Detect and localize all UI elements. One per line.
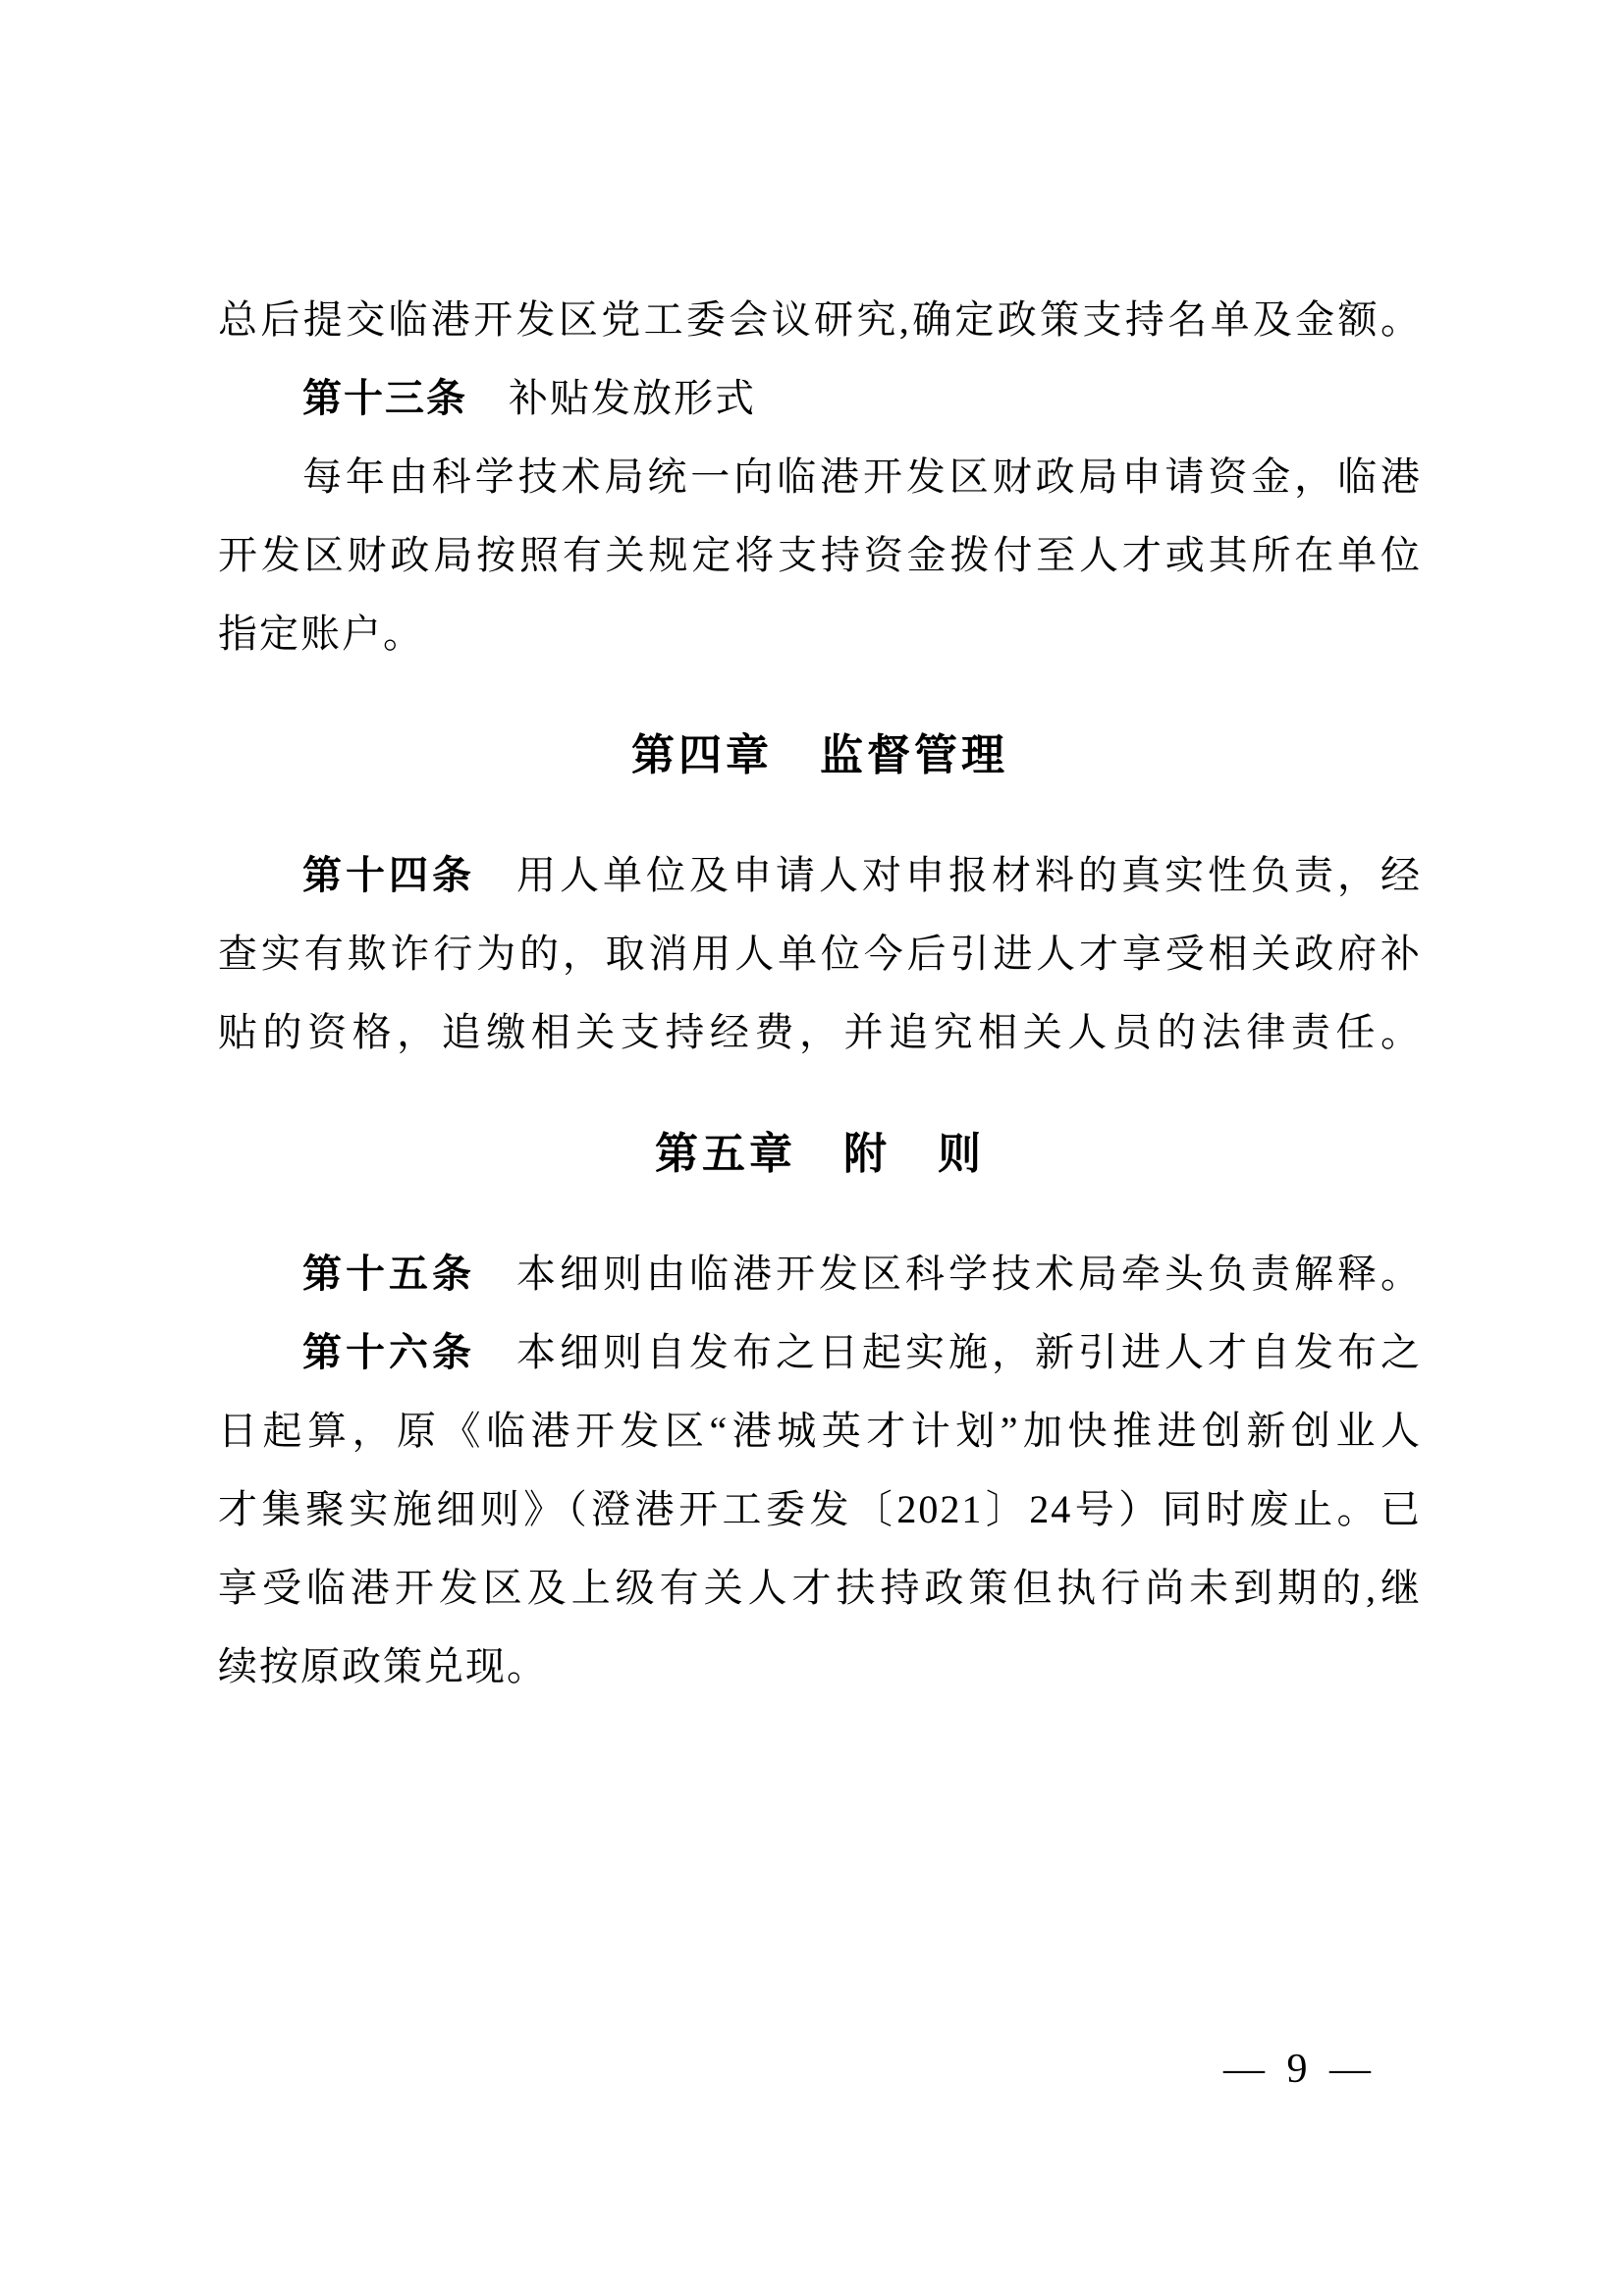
chapter-heading: 第四章 监督管理: [631, 731, 1008, 779]
document-line: [218, 836, 1422, 915]
article-number: 第十四条: [302, 854, 475, 897]
document-line: [218, 1313, 1422, 1392]
line-text: 用人单位及申请人对申报材料的真实性负责，经: [516, 853, 1422, 897]
line-text: 总后提交临港开发区党工委会议研究,确定政策支持名单及金额。: [218, 297, 1422, 342]
line-text: 本细则自发布之日起实施，新引进人才自发布之: [516, 1330, 1422, 1374]
document-line: [218, 438, 1422, 516]
document-line: [218, 281, 1422, 359]
page-number: — 9 —: [1223, 2047, 1377, 2092]
article-number: 第十六条: [302, 1331, 475, 1374]
document-line: [218, 1392, 1422, 1470]
line-text: 开发区财政局按照有关规定将支持资金拨付至人才或其所在单位: [218, 533, 1422, 577]
chapter-heading: 第五章 附 则: [655, 1130, 985, 1178]
line-text: 日起算，原《临港开发区“港城英才计划”加快推进创新创业人: [218, 1409, 1422, 1453]
line-text: 享受临港开发区及上级有关人才扶持政策但执行尚未到期的,继: [218, 1566, 1422, 1610]
document-text-block: [218, 281, 1422, 1706]
document-line: [218, 1628, 1422, 1706]
document-line: [218, 1235, 1422, 1313]
line-text: 才集聚实施细则》（澄港开工委发〔2021〕24号）同时废止。已: [218, 1487, 1422, 1531]
line-text: 指定账户。: [218, 612, 424, 656]
line-text: 每年由科学技术局统一向临港开发区财政局申请资金，临港: [302, 454, 1422, 499]
document-line: [218, 993, 1422, 1072]
line-text: 续按原政策兑现。: [218, 1644, 548, 1688]
document-line: [218, 915, 1422, 993]
line-text: 补贴发放形式: [509, 376, 756, 420]
document-line: [218, 1470, 1422, 1549]
document-line: [218, 516, 1422, 595]
article-number: 第十五条: [302, 1253, 475, 1296]
document-line: [218, 1549, 1422, 1628]
line-text: 本细则由临港开发区科学技术局牵头负责解释。: [516, 1252, 1422, 1296]
document-line: [218, 359, 1422, 438]
document-line: [218, 595, 1422, 673]
line-text: 贴的资格，追缴相关支持经费，并追究相关人员的法律责任。: [218, 1010, 1422, 1054]
article-number: 第十三条: [302, 377, 467, 420]
line-text: 查实有欺诈行为的，取消用人单位今后引进人才享受相关政府补: [218, 932, 1422, 976]
